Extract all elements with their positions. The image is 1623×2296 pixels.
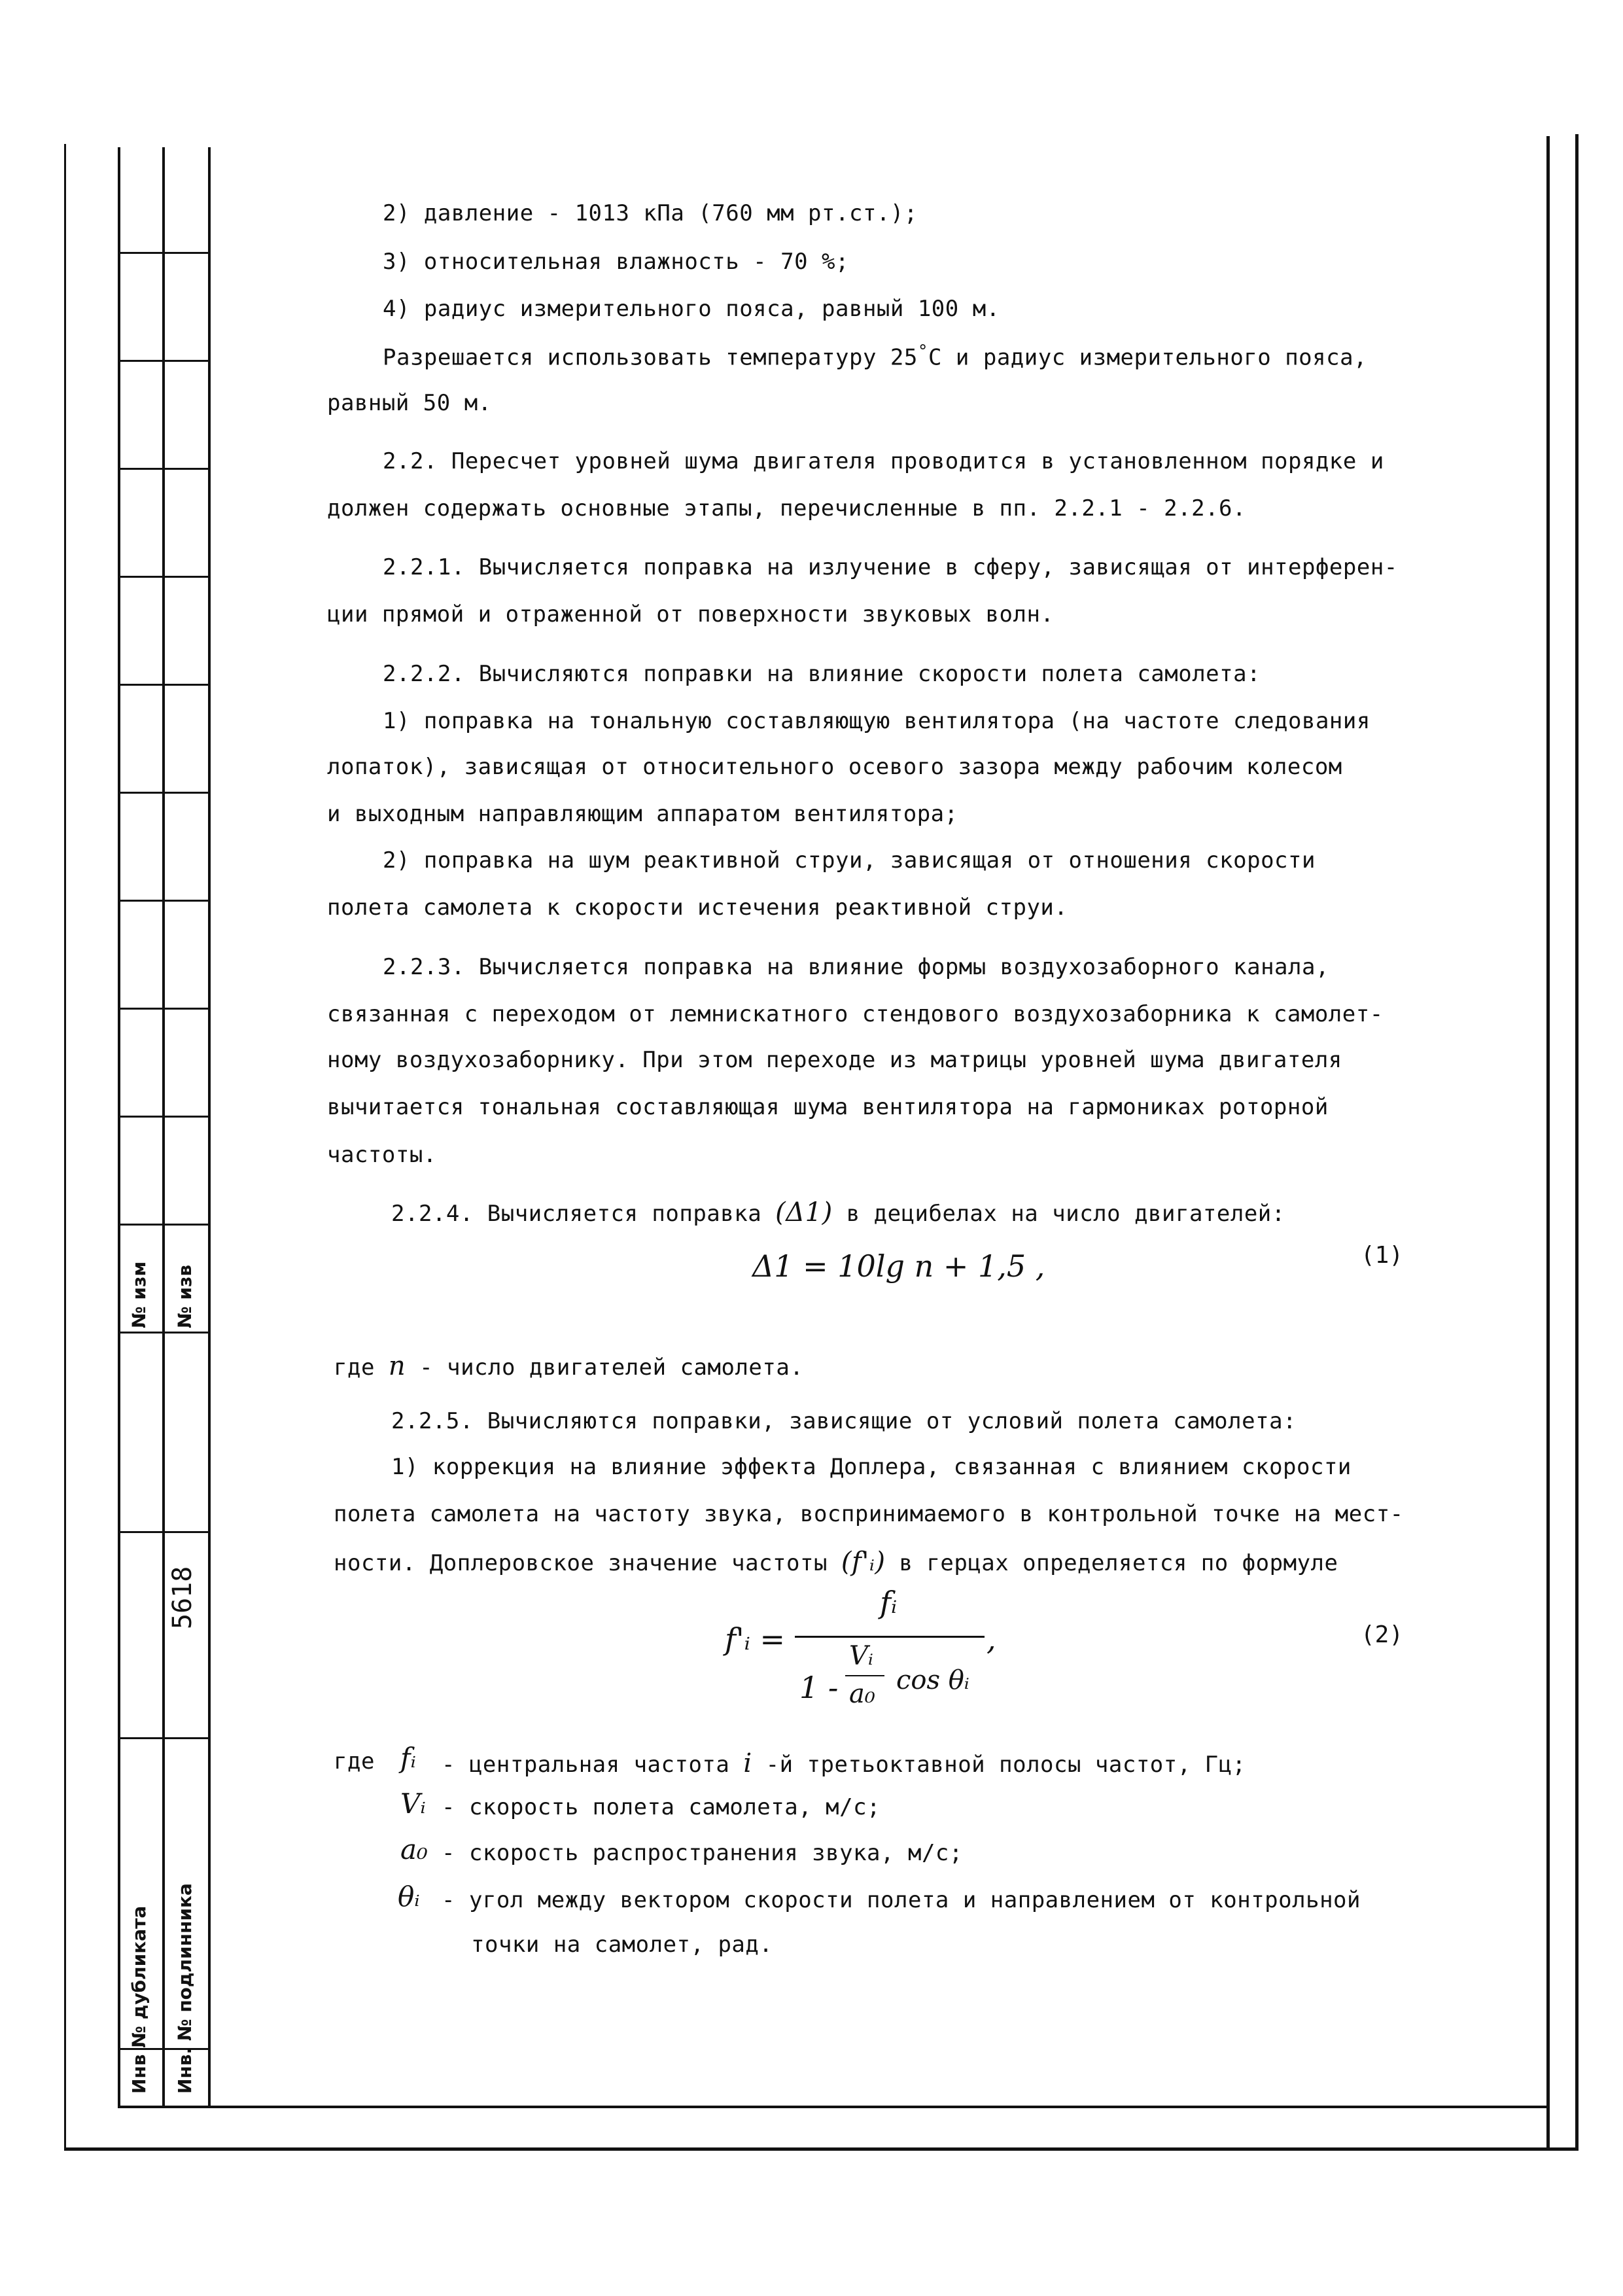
stamp-strip <box>118 147 211 2108</box>
stamp-label-dublikata: Инв № дубликата <box>128 1905 150 2094</box>
text-fragment: 2.2.4. Вычисляется поправка <box>391 1201 762 1227</box>
symbol-f: fᵢ <box>400 1742 416 1774</box>
text-line: 2.2. Пересчет уровней шума двигателя проводится в установленном порядке и <box>383 448 1384 474</box>
frame-left-border <box>64 144 66 2149</box>
formula-2-inner-fraction-bar <box>845 1675 884 1676</box>
text-line: полета самолета на частоту звука, воспринимаемого в контрольной точке на мест- <box>334 1501 1404 1527</box>
inventory-number: 5618 <box>167 1566 198 1629</box>
stamp-label-izm: № изм <box>128 1261 150 1328</box>
text-line <box>391 1197 1285 1227</box>
text-line: 1) коррекция на влияние эффекта Доплера, связанная с влиянием скорости <box>391 1454 1352 1480</box>
text-line: 2.2.1. Вычисляется поправка на излучение в сферу, зависящая от интерферен- <box>383 554 1398 580</box>
degree-sign: ° <box>917 342 928 361</box>
stamp-label-izv: № изв <box>174 1264 196 1328</box>
variable-n: n <box>388 1351 406 1381</box>
text-line: 4) радиус измерительного пояса, равный 100 м. <box>383 296 1000 322</box>
formula-2-comma: , <box>986 1621 996 1657</box>
text-fragment: где <box>334 1354 375 1381</box>
text-fragment: в децибелах на число двигателей: <box>846 1201 1285 1227</box>
text-fragment: - число двигателей самолета. <box>419 1354 804 1381</box>
text-line <box>334 1351 803 1381</box>
frequency-symbol: (f'ᵢ) <box>841 1547 886 1577</box>
definition-line: - скорость полета самолета, м/с; <box>442 1794 881 1820</box>
text-line <box>334 1547 1338 1577</box>
formula-2-velocity: Vᵢ <box>849 1641 873 1671</box>
formula-1: Δ1 = 10lg n + 1,5 , <box>752 1248 1045 1284</box>
text-line: 2) поправка на шум реактивной струи, зависящая от отношения скорости <box>383 847 1316 874</box>
definition-line <box>442 1748 1246 1778</box>
formula-2-numerator: fᵢ <box>880 1585 898 1620</box>
text-line: равный 50 м. <box>327 390 492 416</box>
formula-2-lhs: f'ᵢ = <box>725 1621 786 1657</box>
formula-2-denominator-one: 1 - <box>799 1670 839 1705</box>
text-line: 2.2.2. Вычисляются поправки на влияние скорости полета самолета: <box>383 661 1261 687</box>
equation-number-2: (2) <box>1361 1621 1404 1648</box>
definition-line: - угол между вектором скорости полета и направлением от контрольной <box>442 1887 1361 1913</box>
text-fragment: Разрешается использовать температуру 25 <box>383 344 918 371</box>
text-line: вычитается тональная составляющая шума вентилятора на гармониках роторной <box>327 1094 1329 1120</box>
text-line: и выходным направляющим аппаратом вентилятора; <box>327 801 958 827</box>
symbol-a0: a₀ <box>400 1833 428 1865</box>
symbol-theta: θᵢ <box>398 1881 420 1913</box>
text-line: полета самолета к скорости истечения реактивной струи. <box>327 894 1068 921</box>
equation-number-1: (1) <box>1361 1242 1404 1269</box>
text-fragment: С и радиус измерительного пояса, <box>928 344 1368 371</box>
symbol-v: Vᵢ <box>400 1788 426 1820</box>
frame-inner-bottom-border <box>118 2106 1548 2108</box>
text-line: 2) давление - 1013 кПа (760 мм рт.ст.); <box>383 200 918 226</box>
frame-right-outer-border <box>1575 134 1579 2149</box>
formula-2-fraction-bar <box>795 1636 985 1638</box>
text-line: частоты. <box>327 1142 437 1168</box>
delta-symbol: (Δ1) <box>775 1197 833 1227</box>
index-i: i <box>743 1748 752 1778</box>
text-fragment: - центральная частота <box>442 1752 730 1778</box>
stamp-label-podlinnika: Инв. № подлинника <box>174 1883 196 2094</box>
definition-line: - скорость распространения звука, м/с; <box>442 1840 963 1866</box>
text-line: ному воздухозаборнику. При этом переходе из матрицы уровней шума двигателя <box>327 1047 1342 1073</box>
text-line: связанная с переходом от лемнискатного стендового воздухозаборника к самолет- <box>327 1001 1384 1027</box>
text-line: 1) поправка на тональную составляющую вентилятора (на частоте следования <box>383 708 1370 734</box>
frame-bottom-border <box>64 2147 1579 2151</box>
text-fragment: -й третьоктавной полосы частот, Гц; <box>765 1752 1246 1778</box>
text-line <box>383 342 1367 370</box>
text-line: должен содержать основные этапы, перечисленные в пп. 2.2.1 - 2.2.6. <box>327 495 1246 521</box>
text-line: 2.2.5. Вычисляются поправки, зависящие от условий полета самолета: <box>391 1408 1297 1434</box>
text-fragment: ности. Доплеровское значение частоты <box>334 1550 828 1576</box>
text-line: 2.2.3. Вычисляется поправка на влияние формы воздухозаборного канала, <box>383 954 1329 980</box>
text-fragment: в герцах определяется по формуле <box>899 1550 1338 1576</box>
text-line: 3) относительная влажность - 70 %; <box>383 249 849 275</box>
text-line: лопаток), зависящая от относительного осевого зазора между рабочим колесом <box>327 754 1342 780</box>
formula-2-cos: cos θᵢ <box>896 1665 969 1695</box>
frame-right-border <box>1546 136 1550 2150</box>
definition-line: точки на самолет, рад. <box>471 1932 773 1958</box>
where-label: где <box>334 1748 375 1775</box>
text-line: ции прямой и отраженной от поверхности звуковых волн. <box>327 601 1055 627</box>
formula-2-sound-speed: a₀ <box>849 1679 875 1709</box>
